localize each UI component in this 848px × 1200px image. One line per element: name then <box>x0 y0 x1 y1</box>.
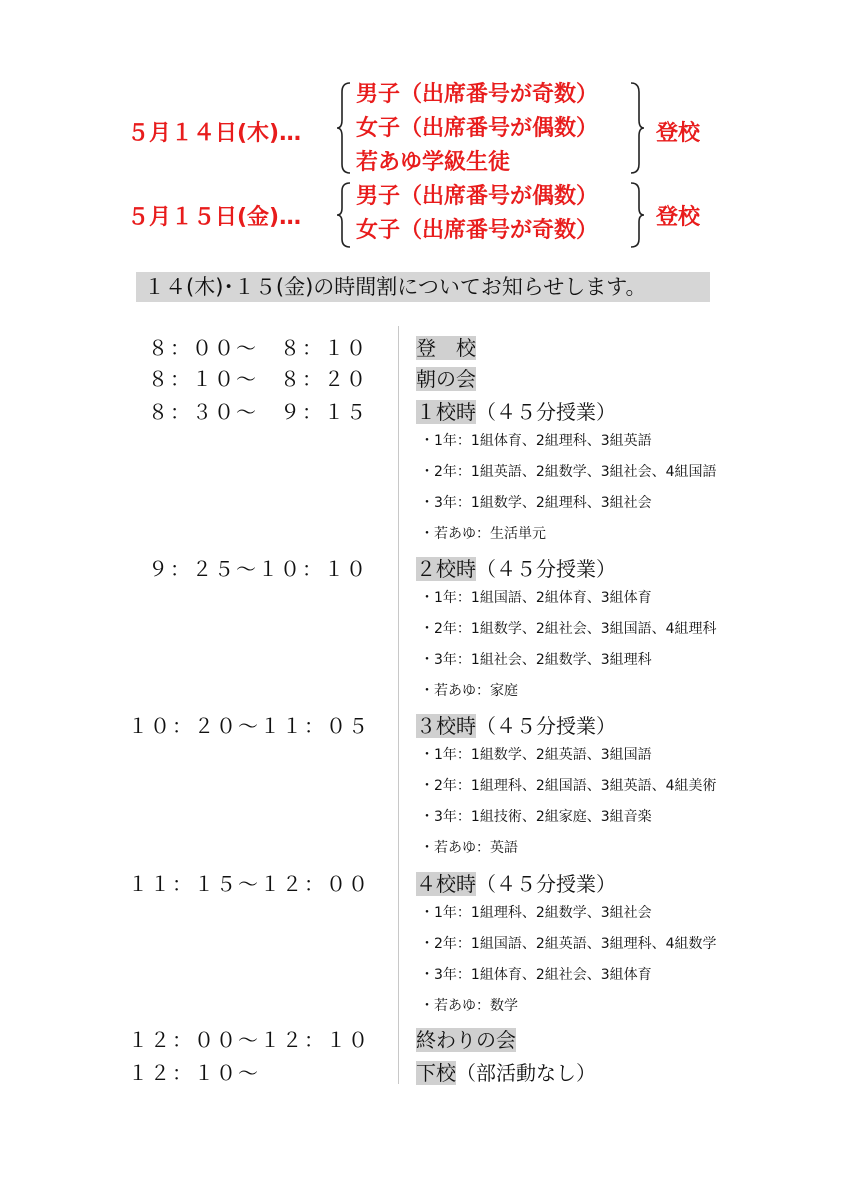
left-brace-icon <box>337 182 351 248</box>
timetable-notice: １４(木)･１５(金)の時間割についてお知らせします。 <box>136 272 710 302</box>
slot-label <box>416 332 476 361</box>
time-slot: ９：２５～１０：１０ <box>148 557 368 581</box>
day2-date: ５月１５日(金)… <box>127 205 302 230</box>
class-item: ・1年：1組国語、2組体育、3組体育 <box>420 590 652 606</box>
dismissal-note: （部活動なし） <box>456 1061 596 1085</box>
right-brace-icon <box>630 182 644 248</box>
class-item: ・若あゆ：英語 <box>420 840 518 856</box>
right-brace-icon <box>630 82 644 174</box>
class-item: ・2年：1組数学、2組社会、3組国語、4組理科 <box>420 621 717 637</box>
period-label <box>416 710 616 739</box>
time-slot: １１：１５～１２：００ <box>128 872 370 896</box>
class-item: ・3年：1組社会、2組数学、3組理科 <box>420 652 652 668</box>
time-slot: ８：３０～ ９：１５ <box>148 400 368 424</box>
day2-action: 登校 <box>656 205 701 230</box>
day1-group-1: 男子（出席番号が奇数） <box>356 82 599 107</box>
day1-group-2: 女子（出席番号が偶数） <box>356 116 599 141</box>
slot-label-text: 登 校 <box>416 336 476 360</box>
class-item: ・1年：1組理科、2組数学、3組社会 <box>420 905 652 921</box>
slot-label <box>416 1024 516 1053</box>
class-item: ・2年：1組英語、2組数学、3組社会、4組国語 <box>420 464 717 480</box>
class-item: ・2年：1組国語、2組英語、3組理科、4組数学 <box>420 936 717 952</box>
class-item: ・3年：1組体育、2組社会、3組体育 <box>420 967 652 983</box>
slot-label-text: 終わりの会 <box>416 1028 516 1052</box>
period-name: ４校時 <box>416 872 476 896</box>
time-slot: １２：１０～ <box>128 1061 260 1085</box>
period-label <box>416 553 616 582</box>
period-name: ２校時 <box>416 557 476 581</box>
time-slot: ８：００～ ８：１０ <box>148 336 368 360</box>
day1-action: 登校 <box>656 121 701 146</box>
class-item: ・1年：1組体育、2組理科、3組英語 <box>420 433 652 449</box>
day2-group-2: 女子（出席番号が奇数） <box>356 218 599 243</box>
class-item: ・2年：1組理科、2組国語、3組英語、4組美術 <box>420 778 717 794</box>
class-item: ・若あゆ：家庭 <box>420 683 518 699</box>
period-label <box>416 396 616 425</box>
class-item: ・若あゆ：生活単元 <box>420 526 546 542</box>
class-item: ・若あゆ：数学 <box>420 998 518 1014</box>
left-brace-icon <box>337 82 351 174</box>
day2-group-1: 男子（出席番号が偶数） <box>356 184 599 209</box>
dismissal-label <box>416 1057 596 1086</box>
time-slot: １２：００～１２：１０ <box>128 1028 370 1052</box>
period-name: １校時 <box>416 400 476 424</box>
class-item: ・3年：1組技術、2組家庭、3組音楽 <box>420 809 652 825</box>
period-name: ３校時 <box>416 714 476 738</box>
day1-date: ５月１４日(木)… <box>127 121 302 146</box>
class-item: ・1年：1組数学、2組英語、3組国語 <box>420 747 652 763</box>
slot-label <box>416 363 476 392</box>
time-slot: １０：２０～１１：０５ <box>128 714 370 738</box>
period-duration: （４５分授業） <box>476 872 616 896</box>
dismissal-name: 下校 <box>416 1061 456 1085</box>
period-duration: （４５分授業） <box>476 400 616 424</box>
period-duration: （４５分授業） <box>476 557 616 581</box>
slot-label-text: 朝の会 <box>416 367 476 391</box>
divider <box>398 326 399 1084</box>
class-item: ・3年：1組数学、2組理科、3組社会 <box>420 495 652 511</box>
day1-group-3: 若あゆ学級生徒 <box>356 150 511 175</box>
period-label <box>416 868 616 897</box>
time-slot: ８：１０～ ８：２０ <box>148 367 368 391</box>
period-duration: （４５分授業） <box>476 714 616 738</box>
